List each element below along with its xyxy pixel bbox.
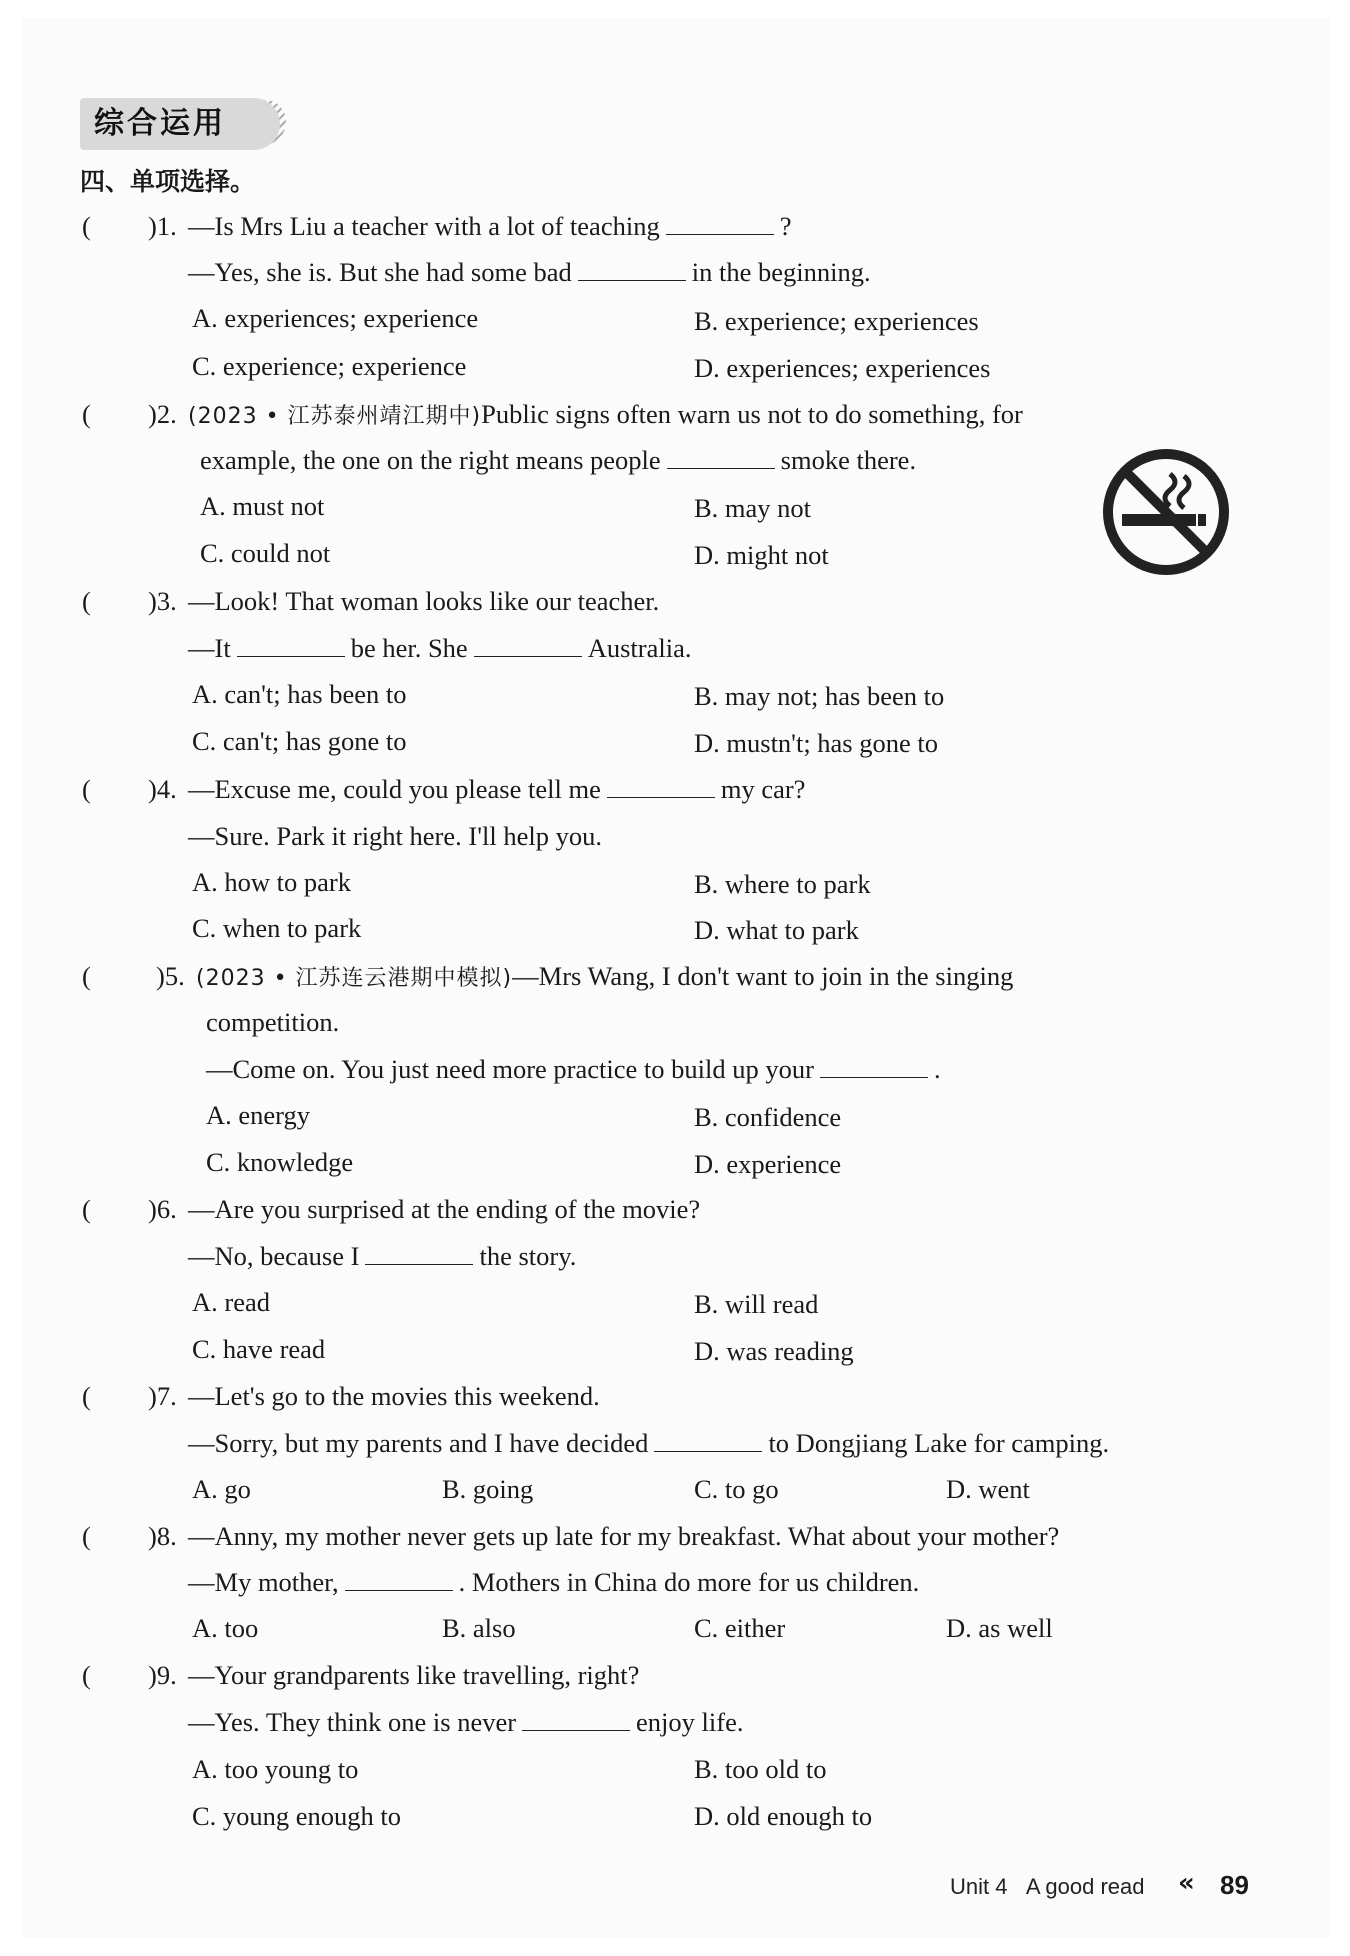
option-b[interactable]: B. may not <box>694 493 812 523</box>
option-b[interactable]: B. too old to <box>694 1754 827 1784</box>
page-number: 89 <box>1220 1870 1249 1900</box>
answer-blank[interactable] <box>654 1431 762 1452</box>
question-line: —Your grandparents like travelling, right? <box>188 1660 640 1690</box>
option-b[interactable]: B. also <box>442 1613 516 1643</box>
footer-unit: Unit 4 <box>950 1874 1008 1899</box>
option-a[interactable]: A. how to park <box>192 867 351 897</box>
answer-paren: ( <box>82 961 91 991</box>
option-c[interactable]: C. to go <box>694 1474 779 1504</box>
answer-blank[interactable] <box>365 1244 473 1265</box>
option-a[interactable]: A. go <box>192 1474 251 1504</box>
question-line: —My mother, . Mothers in China do more for us children. <box>188 1567 920 1597</box>
question-line: —Yes, she is. But she had some bad in the beginning. <box>188 257 871 287</box>
option-c[interactable]: C. have read <box>192 1334 326 1364</box>
question-line: —It be her. She Australia. <box>188 633 692 663</box>
option-b[interactable]: B. experience; experiences <box>694 306 979 336</box>
answer-blank[interactable] <box>345 1570 453 1591</box>
question-line: —Come on. You just need more practice to build up your . <box>206 1054 941 1084</box>
answer-paren: ( <box>82 774 91 804</box>
question-number: )9. <box>148 1660 177 1690</box>
option-b[interactable]: B. where to park <box>694 869 871 899</box>
answer-blank[interactable] <box>237 636 345 657</box>
option-b[interactable]: B. may not; has been to <box>694 681 945 711</box>
option-b[interactable]: B. will read <box>694 1289 819 1319</box>
question-number: )8. <box>148 1521 177 1551</box>
option-d[interactable]: D. mustn't; has gone to <box>694 728 938 758</box>
option-a[interactable]: A. energy <box>206 1100 311 1130</box>
answer-paren: ( <box>82 211 91 241</box>
option-b[interactable]: B. going <box>442 1474 534 1504</box>
no-smoking-sign-icon <box>1100 446 1232 578</box>
question-line: —No, because I the story. <box>188 1241 577 1271</box>
answer-blank[interactable] <box>522 1710 630 1731</box>
option-c[interactable]: C. either <box>694 1613 786 1643</box>
question-number: )3. <box>148 586 177 616</box>
option-b[interactable]: B. confidence <box>694 1102 842 1132</box>
answer-paren: ( <box>82 1521 91 1551</box>
section-banner: 综合运用 <box>80 98 280 150</box>
footer-title: A good read <box>1025 1874 1145 1899</box>
option-d[interactable]: D. experience <box>694 1149 842 1179</box>
answer-blank[interactable] <box>474 636 582 657</box>
answer-paren: ( <box>82 1660 91 1690</box>
option-c[interactable]: C. experience; experience <box>192 351 467 381</box>
question-line: —Anny, my mother never gets up late for my breakfast. What about your mother? <box>188 1521 1060 1551</box>
question-number: )4. <box>148 774 177 804</box>
option-d[interactable]: D. was reading <box>694 1336 854 1366</box>
question-line: —Sorry, but my parents and I have decided to Dongjiang Lake for camping. <box>188 1428 1110 1458</box>
question-line: —Are you surprised at the ending of the movie? <box>188 1194 701 1224</box>
question-number: )1. <box>148 211 177 241</box>
answer-blank[interactable] <box>578 260 686 281</box>
question-line: —Let's go to the movies this weekend. <box>188 1381 600 1411</box>
option-c[interactable]: C. when to park <box>192 913 362 943</box>
option-a[interactable]: A. can't; has been to <box>192 679 407 709</box>
answer-blank[interactable] <box>666 214 774 235</box>
question-source: (2023 • 江苏泰州靖江期中) <box>188 404 482 429</box>
question-number: )2. <box>148 399 177 429</box>
answer-paren: ( <box>82 586 91 616</box>
answer-blank[interactable] <box>820 1057 928 1078</box>
page-footer <box>950 1874 1145 1900</box>
question-line: —Look! That woman looks like our teacher. <box>188 586 660 616</box>
section-title: 四、单项选择。 <box>80 167 256 196</box>
answer-paren: ( <box>82 399 91 429</box>
option-d[interactable]: D. might not <box>694 540 829 570</box>
option-a[interactable]: A. too <box>192 1613 259 1643</box>
question-line: competition. <box>206 1007 340 1037</box>
option-c[interactable]: C. could not <box>200 538 331 568</box>
option-c[interactable]: C. young enough to <box>192 1801 402 1831</box>
option-a[interactable]: A. experiences; experience <box>192 303 479 333</box>
question-line: —Excuse me, could you please tell me my car? <box>188 774 806 804</box>
option-c[interactable]: C. can't; has gone to <box>192 726 407 756</box>
option-d[interactable]: D. what to park <box>694 915 859 945</box>
question-line: —Yes. They think one is never enjoy life. <box>188 1707 744 1737</box>
option-d[interactable]: D. as well <box>946 1613 1053 1643</box>
answer-paren: ( <box>82 1194 91 1224</box>
question-line: —Sure. Park it right here. I'll help you. <box>188 821 602 851</box>
option-a[interactable]: A. read <box>192 1287 270 1317</box>
option-d[interactable]: D. went <box>946 1474 1030 1504</box>
option-a[interactable]: A. must not <box>200 491 325 521</box>
question-number: )7. <box>148 1381 177 1411</box>
chevron-left-icon: « <box>1178 1868 1195 1898</box>
question-source: (2023 • 江苏连云港期中模拟) <box>196 966 513 991</box>
option-d[interactable]: D. experiences; experiences <box>694 353 991 383</box>
question-number: )5. <box>156 961 185 991</box>
question-line: —Is Mrs Liu a teacher with a lot of teaching ? <box>188 211 792 241</box>
question-line: example, the one on the right means people smoke there. <box>200 445 917 475</box>
question-line: (2023 • 江苏连云港期中模拟)—Mrs Wang, I don't want to join in the singing <box>196 961 1014 991</box>
option-d[interactable]: D. old enough to <box>694 1801 873 1831</box>
answer-blank[interactable] <box>667 448 775 469</box>
question-line: (2023 • 江苏泰州靖江期中)Public signs often warn us not to do something, for <box>188 399 1023 429</box>
answer-paren: ( <box>82 1381 91 1411</box>
option-c[interactable]: C. knowledge <box>206 1147 354 1177</box>
answer-blank[interactable] <box>607 777 715 798</box>
option-a[interactable]: A. too young to <box>192 1754 359 1784</box>
question-number: )6. <box>148 1194 177 1224</box>
